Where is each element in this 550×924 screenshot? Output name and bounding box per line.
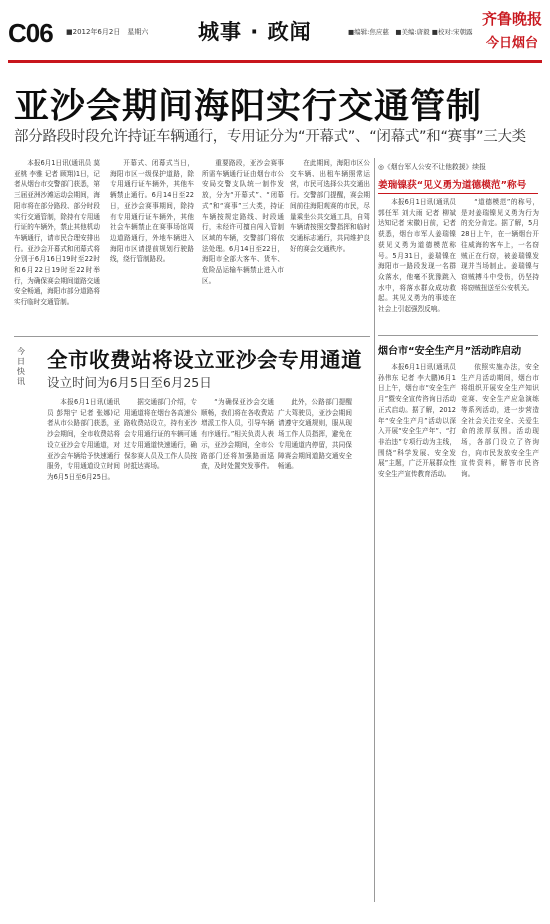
right-top-headline: 姜瑞镍获“见义勇为道德模范”称号 bbox=[378, 180, 527, 191]
second-text-3: “为确保亚沙会交通顺畅，我们将在各收费站增派工作人员，引导车辆有序通行。”相关负责人表示，亚沙会期间，全市公路部门还将加强路面巡查，及时处置突发事件。 bbox=[201, 398, 274, 471]
lead-text-3: 重要路段，亚沙会赛事所需车辆通行证由烟台市公安局交警支队统一制作发放，分为“开幕式”、“闭幕式”和“赛事”三大类，持证车辆按规定路线、时段通行，未经许可擅自闯入管制区域的车辆，交警部门将依法处理。6月14日至22日，海阳市全部大客车、货车、危险品运输车辆禁止进入市区。 bbox=[202, 159, 284, 285]
second-column-3 bbox=[201, 397, 274, 517]
second-column-2 bbox=[124, 397, 197, 517]
lead-column-3 bbox=[202, 158, 284, 328]
lead-text-1: 本报6月1日讯(通讯员 莫亚桃 李雅 记者 顾翔)1日，记者从烟台市交警部门获悉，第三届亚洲沙滩运动会期间，海阳市将在部分路段、部分时段实行交通管制，除持有专用通行证的车辆外，禁止其他机动车辆通行，请市民合理安排出行。亚沙会开幕式和闭幕式将分别于6月16日19时至22时和6月22日19时至22时举行，为确保赛会期间道路交通安全畅通，海阳市部分道路将实行临时交通管制。 bbox=[14, 159, 100, 307]
right-bottom-text-1: 本报6月1日讯(通讯员 孙伟东 记者 李大鹏)6月1日上午，烟台市“安全生产月”暨安全宣传咨询日活动正式启动。据了解，2012年“安全生产月”活动以深入开展“安全生产年”、“打非治违”专项行动为主线，围绕“科学发展、安全发展”主题，广泛开展群众性安全生产宣传教育活动。 bbox=[378, 363, 456, 479]
right-top-text-1: 本报6月1日讯(通讯员 郭任军 刘大雨 记者 柳斌 达知记者 宋徽)日前，记者获悉，烟台市军人姜瑞镍获见义勇为道德模范称号。5月31日，姜瑞镍在海阳市一路段发现一名群众落水，他毫不犹豫跳入水中，将落水群众成功救起。其见义勇为的事迹在社会上引起强烈反响。 bbox=[378, 198, 456, 314]
right-top-kicker: ◎《烟台军人公安不让他救援》续报 bbox=[378, 163, 486, 171]
lead-subhead: 部分路段时段允许持证车辆通行，专用证分为“开幕式”、“闭幕式”和“赛事”三大类 bbox=[14, 129, 526, 145]
second-subhead: 设立时间为6月5日至6月25日 bbox=[47, 375, 212, 390]
right-bottom-column-2 bbox=[461, 362, 539, 662]
news-tag: 今日快讯 bbox=[17, 347, 25, 386]
lead-text-2: 开幕式、闭幕式当日，海阳市区一级保护道路，除专用通行证车辆外，其他车辆禁止通行。6月14日至22日，亚沙会赛事期间，除持有专用通行证车辆外，其他社会车辆禁止在赛事场馆周边道路通行，外地车辆进入海阳市区请提前规划行驶路线，绕行管制路段。 bbox=[110, 159, 194, 264]
page-header bbox=[8, 10, 542, 54]
right-top-column-1 bbox=[378, 197, 456, 327]
right-bottom-text-2: 依照实施办法，安全生产月活动期间，烟台市将组织开展安全生产知识竞赛、安全生产应急演练等系列活动，进一步营造全社会关注安全、关爱生命的浓厚氛围。活动现场，各部门设立了咨询台，向市民发放安全生产宣传资料，解答市民咨询。 bbox=[461, 363, 539, 479]
page-number: C06 bbox=[8, 18, 53, 48]
second-text-2: 据交通部门介绍，专用通道将在烟台各高速公路收费站设立，持有亚沙会专用通行证的车辆可通过专用通道快速通行，确保参赛人员及工作人员按时抵达赛场。 bbox=[124, 398, 197, 471]
edition-name: 今日烟台 bbox=[485, 36, 538, 51]
second-text-1: 本报6月1日讯(通讯员 彭翔宁 记者 张娜)记者从市公路部门获悉，亚沙会期间，全市收费站将设立亚沙会专用通道，对亚沙会车辆给予快速通行服务，专用通道设立时间为6月5日至6月25日。 bbox=[47, 398, 120, 481]
second-column-1 bbox=[47, 397, 120, 517]
lead-column-2 bbox=[110, 158, 194, 328]
second-column-4 bbox=[278, 397, 352, 517]
second-headline: 全市收费站将设立亚沙会专用通道 bbox=[47, 348, 362, 372]
editor-credits: ■编辑:焦应慈 ■美编:唐毅 ■校对:宋朝露 bbox=[348, 28, 473, 36]
right-top-column-2 bbox=[461, 197, 539, 327]
column-divider bbox=[374, 158, 375, 902]
header-rule bbox=[8, 60, 542, 63]
right-top-text-2: “道德模范”的称号，是对姜瑞镍见义勇为行为的充分肯定。据了解，5月28日上午，在一辆烟台开往威海的客车上，一名窃贼正在行窃，被姜瑞镍发现并当场制止。姜瑞镍与窃贼搏斗中受伤，仍坚持将窃贼扭送至公安机关。 bbox=[461, 198, 539, 292]
lead-column-4 bbox=[290, 158, 370, 328]
second-text-4: 此外，公路部门提醒广大驾驶员，亚沙会期间请遵守交通规则，服从现场工作人员指挥，避免在专用通道内停留，共同保障赛会期间道路交通安全畅通。 bbox=[278, 398, 352, 471]
issue-date: ■2012年6月2日 星期六 bbox=[66, 28, 149, 36]
right-bottom-column-1 bbox=[378, 362, 456, 662]
newspaper-logo: 齐鲁晚报 bbox=[481, 10, 542, 28]
lead-text-4: 在此期间，海阳市区公交车辆、出租车辆照常运营，市民可选择公共交通出行。交警部门提醒，赛会期间前往海阳观赛的市民，尽量乘坐公共交通工具，自驾车辆请按照交警指挥和临时交通标志通行，共同维护良好的赛会交通秩序。 bbox=[290, 159, 370, 253]
right-top-rule bbox=[378, 193, 538, 194]
section-title: 城事 · 政闻 bbox=[198, 20, 312, 44]
right-bottom-headline: 烟台市“安全生产月”活动昨启动 bbox=[378, 346, 522, 357]
story-divider bbox=[14, 336, 370, 337]
lead-headline: 亚沙会期间海阳实行交通管制 bbox=[14, 87, 483, 127]
lead-column-1 bbox=[14, 158, 100, 328]
right-divider bbox=[378, 335, 538, 336]
